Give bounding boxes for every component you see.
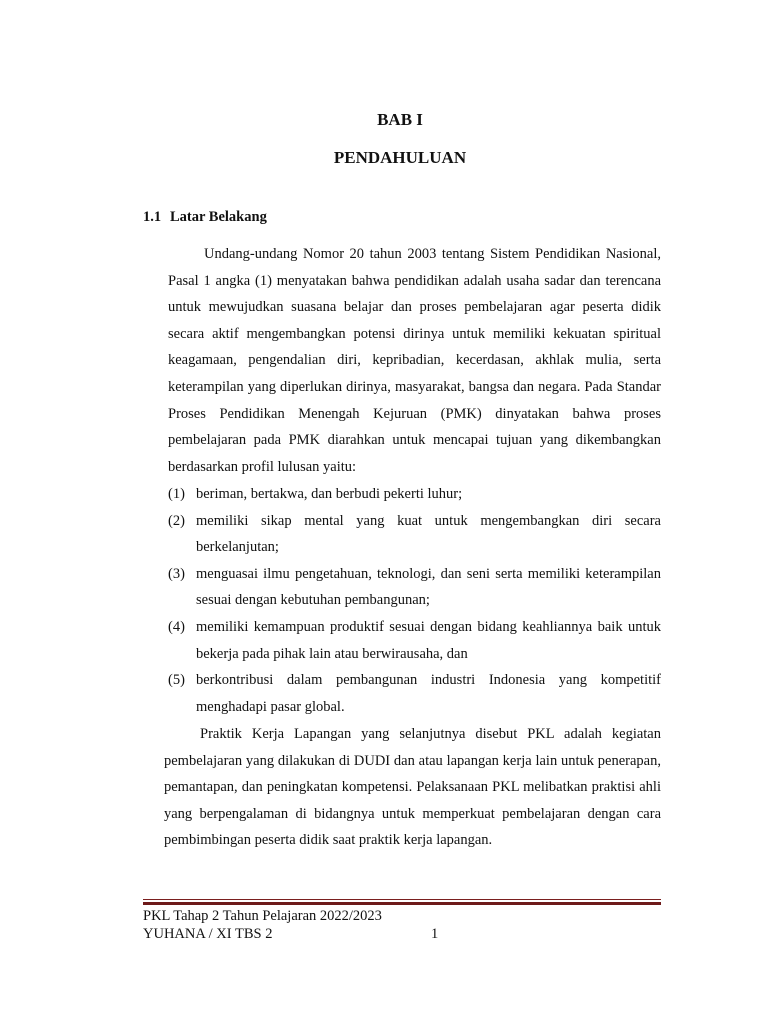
section-number: 1.1 — [143, 209, 162, 225]
list-marker: (4) — [168, 618, 185, 635]
list-marker: (5) — [168, 672, 185, 689]
list-marker: (2) — [168, 512, 185, 529]
list-item-text: beriman, bertakwa, dan berbudi pekerti luhur; — [196, 486, 463, 502]
list-item — [168, 561, 661, 614]
list-item — [168, 481, 661, 508]
footer-line-1: PKL Tahap 2 Tahun Pelajaran 2022/2023 — [143, 908, 382, 924]
footer-line-2: YUHANA / XI TBS 2 — [143, 926, 273, 942]
list-item — [168, 508, 661, 561]
list-item-text: berkontribusi dalam pembangunan industri Indonesia yang kompetitif menghadapi pasar global. — [196, 672, 661, 715]
footer-rule-thin — [143, 899, 661, 900]
list-marker: (1) — [168, 486, 185, 502]
list-item-text: menguasai ilmu pengetahuan, teknologi, dan seni serta memiliki keterampilan sesuai dengan kebutuhan pembangunan; — [196, 565, 661, 609]
section-title: Latar Belakang — [170, 209, 267, 225]
list-item — [168, 667, 661, 720]
paragraph-2: Praktik Kerja Lapangan yang selanjutnya disebut PKL adalah kegiatan pembelajaran yang dilakukan di DUDI dan atau lapangan kerja lain untuk penerapan, pemantapan, dan peningkatan kompetensi. Pelaksanaan PKL melibatkan praktisi ahli yang berpengalaman di bidangnya untuk memperkuat pembelajaran dengan cara pembimbingan peserta didik saat praktik kerja lapangan. — [164, 726, 661, 849]
graduate-profile-list — [168, 481, 661, 720]
list-marker: (3) — [168, 565, 185, 582]
list-item-text: memiliki kemampuan produktif sesuai dengan bidang keahliannya baik untuk bekerja pada pihak lain atau berwirausaha, dan — [196, 618, 661, 662]
list-item-text: memiliki sikap mental yang kuat untuk mengembangkan diri secara berkelanjutan; — [196, 512, 661, 556]
section-heading — [143, 209, 267, 226]
paragraph-1: Undang-undang Nomor 20 tahun 2003 tentang Sistem Pendidikan Nasional, Pasal 1 angka (1) menyatakan bahwa pendidikan adalah usaha sadar dan terencana untuk mewujudkan suasana belajar dan proses pembelajaran agar peserta didik secara aktif mengembangkan potensi dirinya untuk memiliki kekuatan spiritual keagamaan, pengendalian diri, kepribadian, kecerdasan, akhlak mulia, serta keterampilan yang diperlukan dirinya, masyarakat, bangsa dan negara. Pada Standar Proses Pendidikan Menengah Kejuruan (PMK) dinyatakan bahwa proses pembelajaran pada PMK diarahkan untuk mencapai tujuan yang dikembangkan berdasarkan profil lulusan yaitu: — [168, 246, 661, 475]
page-number: 1 — [431, 926, 439, 942]
chapter-title: PENDAHULUAN — [333, 148, 467, 167]
chapter-number: BAB I — [377, 110, 423, 129]
list-item — [168, 614, 661, 667]
footer-rule-thick — [143, 902, 661, 905]
